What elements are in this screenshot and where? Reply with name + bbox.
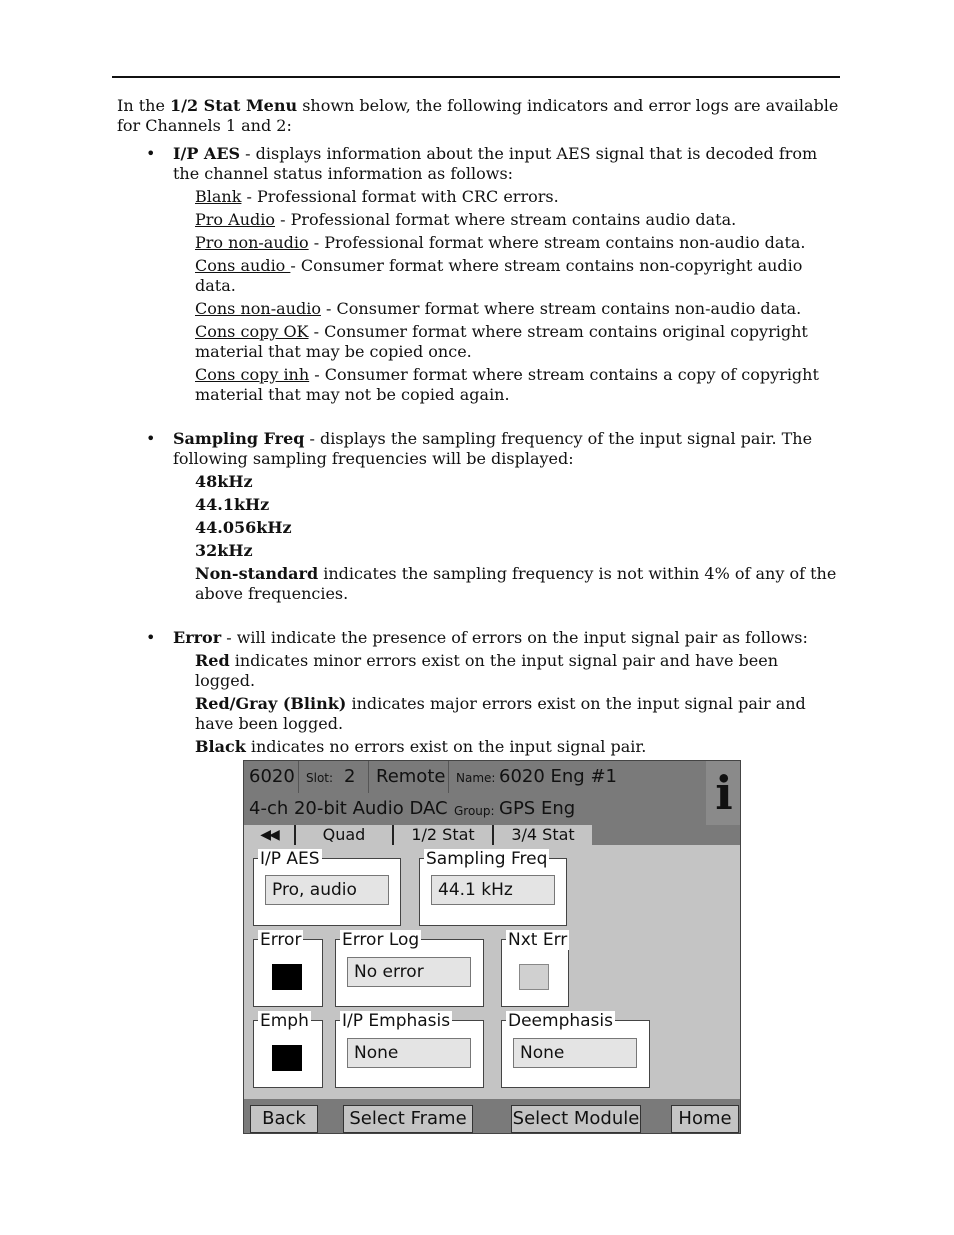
- list-item: Blank - Professional format with CRC errors.: [195, 187, 559, 206]
- emph-label: Emph: [260, 1011, 309, 1031]
- name-label: Name:: [456, 771, 496, 785]
- select-frame-button[interactable]: Select Frame: [343, 1105, 473, 1133]
- list-item: Black indicates no errors exist on the input signal pair.: [195, 737, 647, 756]
- document-body: [117, 96, 841, 757]
- info-icon[interactable]: i: [706, 761, 741, 825]
- tab-1-2-stat[interactable]: 1/2 Stat: [392, 825, 492, 845]
- sampling-freq-label: Sampling Freq: [426, 849, 548, 869]
- error-group: [253, 930, 323, 1007]
- stat-menu-panel: [243, 760, 741, 1134]
- top-rule: [112, 76, 840, 78]
- bullet-dot: •: [146, 144, 156, 163]
- list-item: Red/Gray (Blink) indicates major errors exist on the input signal pair and have been logged.: [195, 694, 806, 733]
- group-value: GPS Eng: [499, 798, 576, 819]
- mode-indicator: Remote: [376, 766, 446, 787]
- tab-quad[interactable]: Quad: [294, 825, 392, 845]
- list-item: Cons audio - Consumer format where stream contains non-copyright audio data.: [195, 256, 803, 295]
- ip-aes-label: I/P AES: [260, 849, 320, 869]
- ip-aes-field: Pro, audio: [265, 875, 389, 905]
- ip-emphasis-field: None: [347, 1038, 471, 1068]
- ip-aes-group: [253, 849, 401, 926]
- module-id: 6020: [249, 766, 295, 787]
- error-label: Error: [260, 930, 302, 950]
- ip-emphasis-group: [335, 1011, 484, 1088]
- ip-emphasis-label: I/P Emphasis: [342, 1011, 451, 1031]
- list-item: Cons copy OK - Consumer format where stream contains original copyright material that may be copied once.: [195, 322, 808, 361]
- menu-name: 1/2 Stat Menu: [170, 96, 298, 115]
- slot-value: 2: [344, 766, 356, 787]
- slot-label: Slot:: [306, 771, 334, 785]
- list-item: Pro non-audio - Professional format where stream contains non-audio data.: [195, 233, 806, 252]
- error-log-group: [335, 930, 484, 1007]
- header-row-1: [244, 761, 741, 794]
- name-value: 6020 Eng #1: [499, 766, 617, 787]
- tab-nav-back-button[interactable]: ◀◀: [244, 825, 294, 845]
- header-row-2: [244, 793, 741, 825]
- sampling-list: [117, 472, 841, 604]
- list-item: 44.1kHz: [195, 495, 270, 514]
- tab-3-4-stat[interactable]: 3/4 Stat: [492, 825, 592, 845]
- ip-aes-list: [117, 187, 841, 405]
- list-item: Red indicates minor errors exist on the input signal pair and have been logged.: [195, 651, 779, 690]
- next-error-label: Nxt Err: [508, 930, 568, 950]
- next-error-button[interactable]: [519, 964, 549, 990]
- tab-bar: [244, 825, 741, 845]
- intro-paragraph: In the 1/2 Stat Menu shown below, the following indicators and error logs are available for Channels 1 and 2:: [117, 96, 839, 135]
- next-error-group: [501, 930, 569, 1007]
- module-description: 4-ch 20-bit Audio DAC: [249, 798, 448, 819]
- list-item: Pro Audio - Professional format where stream contains audio data.: [195, 210, 737, 229]
- list-item: 44.056kHz: [195, 518, 292, 537]
- sampling-freq-field: 44.1 kHz: [431, 875, 555, 905]
- list-item: 48kHz: [195, 472, 253, 491]
- deemphasis-label: Deemphasis: [508, 1011, 613, 1031]
- bullet-dot: •: [146, 628, 156, 647]
- bullet-ip-aes: • I/P AES - displays information about the input AES signal that is decoded from the channel status information as follows:: [146, 144, 818, 183]
- button-bar: [244, 1099, 741, 1134]
- deemphasis-group: [501, 1011, 650, 1088]
- list-item: Cons copy inh - Consumer format where stream contains a copy of copyright material that may not be copied again.: [195, 365, 819, 404]
- emph-group: [253, 1011, 323, 1088]
- home-button[interactable]: Home: [671, 1105, 739, 1133]
- bullet-sampling-freq: • Sampling Freq - displays the sampling frequency of the input signal pair. The following sampling frequencies will be displayed:: [146, 429, 813, 468]
- error-indicator: [272, 964, 302, 990]
- list-item: 32kHz: [195, 541, 253, 560]
- error-log-label: Error Log: [342, 930, 420, 950]
- deemphasis-field[interactable]: None: [513, 1038, 637, 1068]
- error-log-field: No error: [347, 957, 471, 987]
- sampling-freq-group: [419, 849, 567, 926]
- bullet-dot: •: [146, 429, 156, 448]
- emph-indicator: [272, 1045, 302, 1071]
- error-list: [117, 651, 841, 757]
- list-item: Non-standard indicates the sampling frequency is not within 4% of any of the above frequencies.: [195, 564, 837, 603]
- back-button[interactable]: Back: [250, 1105, 318, 1133]
- bullet-error: • Error - will indicate the presence of errors on the input signal pair as follows:: [146, 628, 808, 647]
- group-label: Group:: [454, 804, 495, 818]
- list-item: Cons non-audio - Consumer format where stream contains non-audio data.: [195, 299, 802, 318]
- select-module-button[interactable]: Select Module: [511, 1105, 641, 1133]
